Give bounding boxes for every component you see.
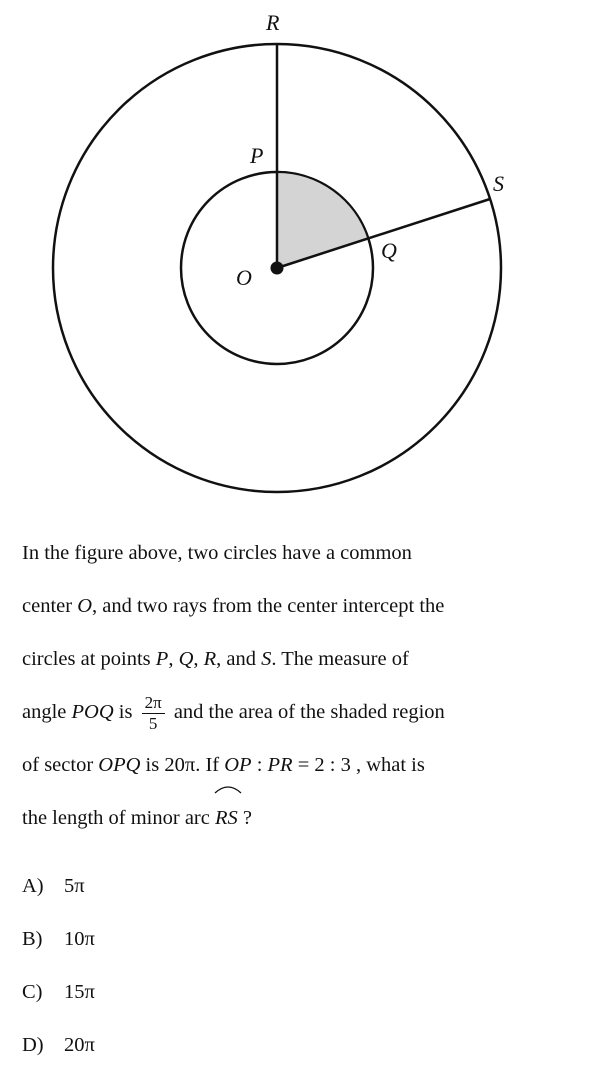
answer-choices [22,868,95,1080]
label-o: O [236,265,252,290]
question-line-2: center O, and two rays from the center intercept the [22,595,445,617]
choice-a[interactable]: A) 5π [22,875,85,897]
question-line-1: In the figure above, two circles have a common [22,542,412,564]
concentric-circles-figure [0,0,601,520]
choice-c[interactable]: C) 15π [22,981,95,1003]
choice-d[interactable]: D) 20π [22,1034,95,1056]
question-line-3: circles at points P, Q, R, and S. The measure of [22,648,409,670]
arc-overline-icon [214,784,242,794]
label-p: P [250,143,264,168]
center-point-o [271,262,284,275]
label-r: R [266,10,280,35]
question-line-5: of sector OPQ is 20π. If OP : PR = 2 : 3 , what is [22,754,425,776]
question-line-4: angle POQ is $\frac{2\pi}{5}$ and the area of the shaded region [22,692,445,733]
question-text [22,527,592,845]
label-q: Q [381,238,397,263]
fraction-two-pi-over-five: $\frac{2\pi}{5}$ [142,693,165,734]
arc-rs-notation: RS [215,792,238,845]
label-s: S [493,171,504,196]
choice-b[interactable]: B) 10π [22,928,95,950]
question-line-6: the length of minor arc RS ? [22,792,592,845]
